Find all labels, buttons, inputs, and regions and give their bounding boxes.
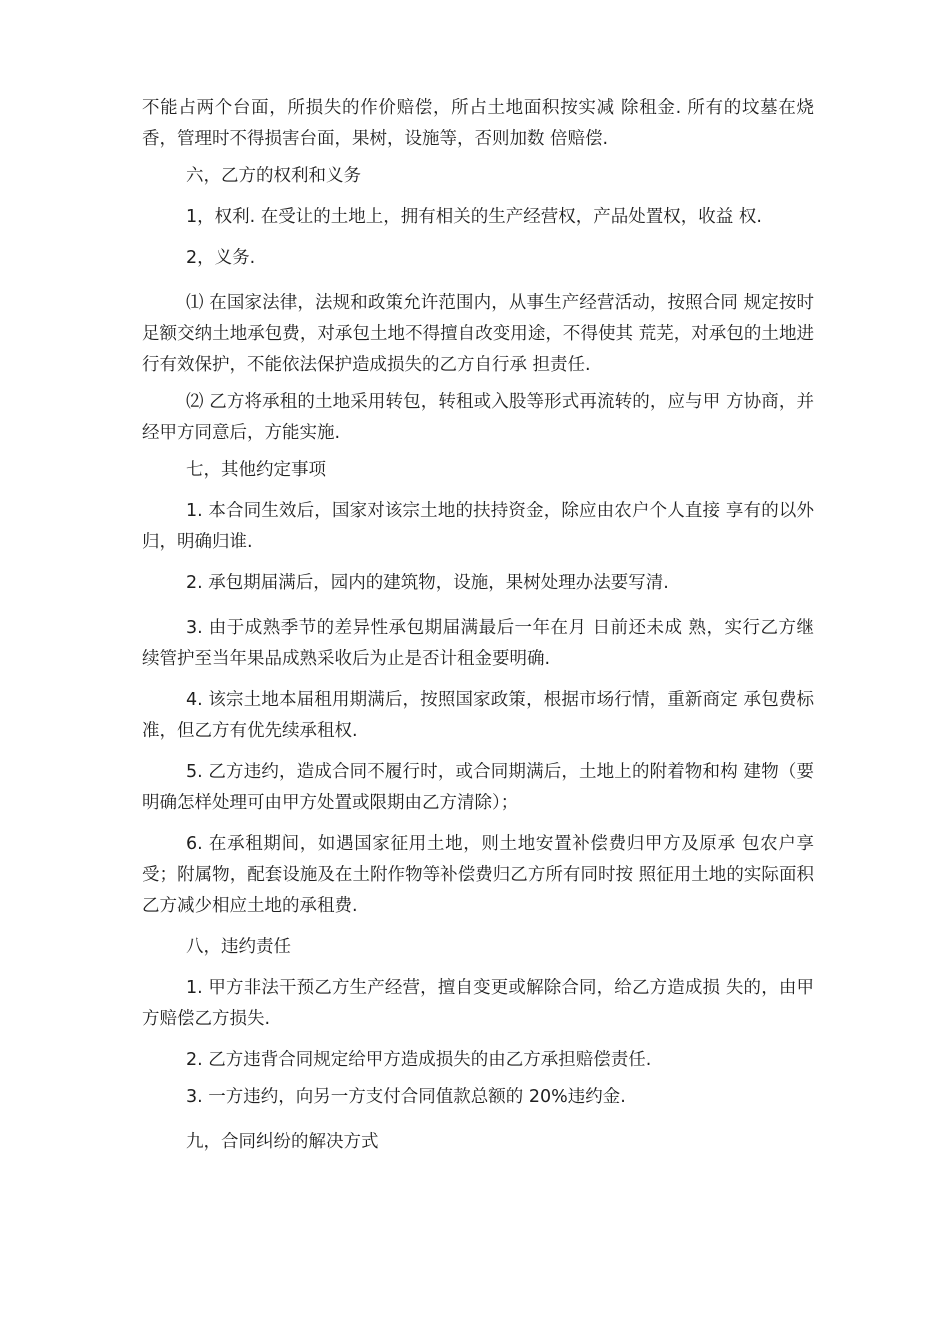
paragraph-7-5: 5. 乙方违约，造成合同不履行时，或合同期满后，土地上的附着物和构 建物（要明确怎样处理可由甲方处置或限期由乙方清除）； <box>142 762 814 813</box>
paragraph-6-2-2: ⑵ 乙方将承租的土地采用转包，转租或入股等形式再流转的，应与甲 方协商，并经甲方同意后，方能实施. <box>142 392 814 443</box>
paragraph-7-6: 6. 在承租期间，如遇国家征用土地，则土地安置补偿费归甲方及原承 包农户享受；附属物，配套设施及在土附作物等补偿费归乙方所有同时按 照征用土地的实际面积乙方减少相应土地的承租费. <box>142 834 814 916</box>
section-heading-9: 九，合同纠纷的解决方式 <box>186 1132 379 1152</box>
paragraph-6-2-1: ⑴ 在国家法律，法规和政策允许范围内，从事生产经营活动，按照合同 规定按时足额交纳土地承包费，对承包土地不得擅自改变用途，不得使其 荒芜，对承包的土地进行有效保护，不能依法保护造成损失的乙方自行承 担责任. <box>142 293 814 375</box>
paragraph-7-4: 4. 该宗土地本届租用期满后，按照国家政策，根据市场行情，重新商定 承包费标准，但乙方有优先续承租权. <box>142 690 814 741</box>
paragraph-6-1: 1，权利. 在受让的土地上，拥有相关的生产经营权，产品处置权，收益 权. <box>186 207 762 227</box>
paragraph-7-2: 2. 承包期届满后，园内的建筑物，设施，果树处理办法要写清. <box>186 573 669 593</box>
paragraph-6-2: 2，义务. <box>186 248 256 268</box>
paragraph-continuation: 不能占两个台面，所损失的作价赔偿，所占土地面积按实减 除租金. 所有的坟墓在烧香，管理时不得损害台面，果树，设施等，否则加数 倍赔偿. <box>142 98 814 149</box>
document-page <box>142 93 814 1158</box>
paragraph-7-1: 1. 本合同生效后，国家对该宗土地的扶持资金，除应由农户个人直接 享有的以外归，明确归谁. <box>142 501 814 552</box>
section-heading-7: 七，其他约定事项 <box>186 460 326 480</box>
paragraph-7-3: 3. 由于成熟季节的差异性承包期届满最后一年在月 日前还未成 熟，实行乙方继续管护至当年果品成熟采收后为止是否计租金要明确. <box>142 618 814 669</box>
paragraph-8-2: 2. 乙方违背合同规定给甲方造成损失的由乙方承担赔偿责任. <box>186 1050 652 1070</box>
paragraph-8-3: 3. 一方违约，向另一方支付合同值款总额的 20%违约金. <box>186 1087 626 1107</box>
section-heading-6: 六，乙方的权利和义务 <box>186 166 361 186</box>
section-heading-8: 八，违约责任 <box>186 937 291 957</box>
paragraph-8-1: 1. 甲方非法干预乙方生产经营，擅自变更或解除合同，给乙方造成损 失的，由甲方赔偿乙方损失. <box>142 978 814 1029</box>
